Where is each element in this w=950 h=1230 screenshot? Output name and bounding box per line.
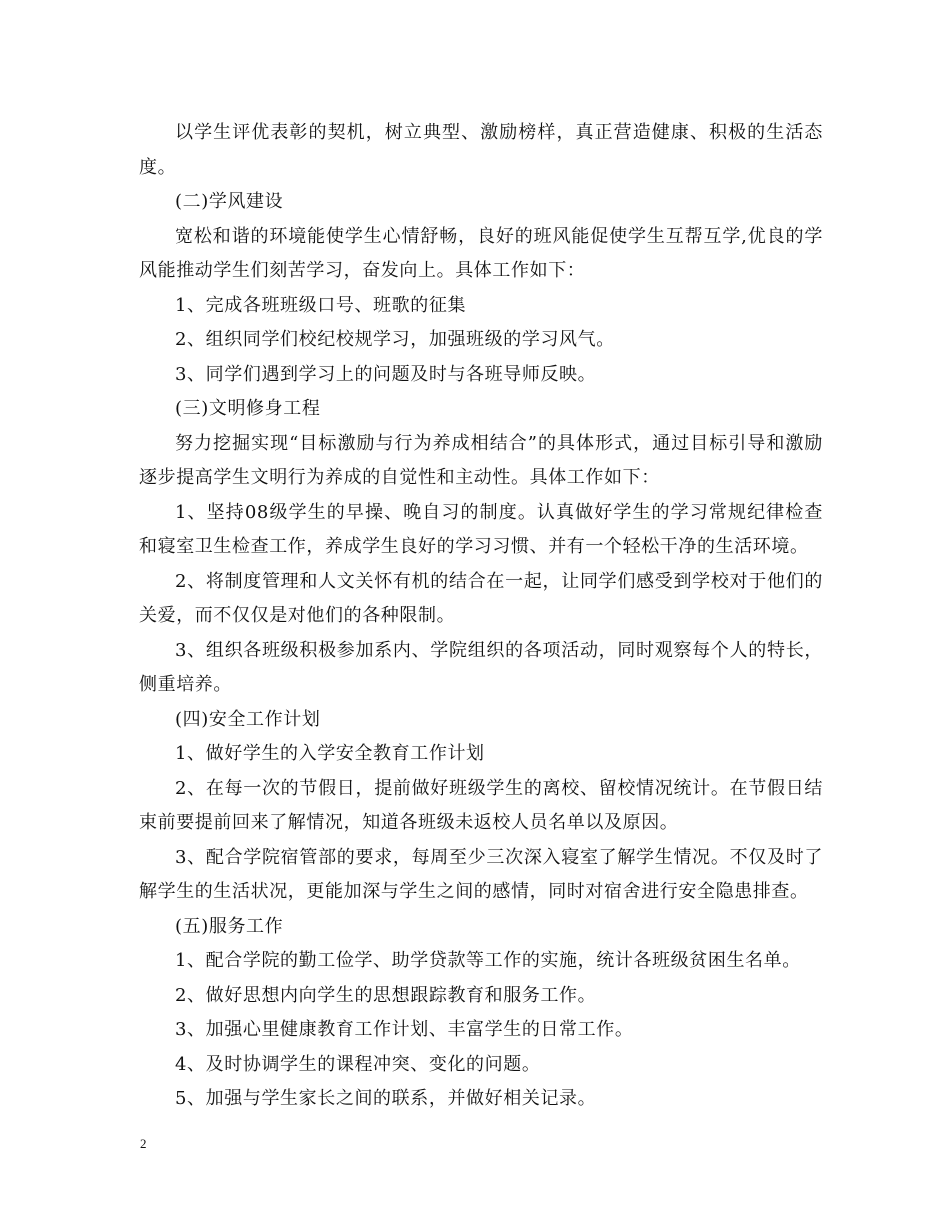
section-heading-service: (五)服务工作	[175, 915, 284, 937]
list-item: 3、同学们遇到学习上的问题及时与各班导师反映。	[175, 363, 597, 385]
paragraph-continuation: 以学生评优表彰的契机，树立典型、激励榜样，真正营造健康、积极的生活态度。	[139, 122, 823, 178]
section-heading-civility: (三)文明修身工程	[175, 398, 321, 419]
document-body	[139, 116, 823, 1117]
list-item: 2、做好思想内向学生的思想跟踪教育和服务工作。	[175, 984, 597, 1006]
list-item: 1、做好学生的入学安全教育工作计划	[175, 743, 485, 764]
list-item: 1、坚持08级学生的早操、晚自习的制度。认真做好学生的学习常规纪律检查和寝室卫生检查工作，养成学生良好的学习习惯、并有一个轻松干净的生活环境。	[139, 501, 823, 557]
list-item: 2、将制度管理和人文关怀有机的结合在一起，让同学们感受到学校对于他们的关爱，而不仅仅是对他们的各种限制。	[139, 570, 823, 626]
page-number: 2	[140, 1136, 147, 1151]
list-item: 1、完成各班班级口号、班歌的征集	[175, 294, 467, 316]
paragraph: 努力挖掘实现“目标激励与行为养成相结合”的具体形式，通过目标引导和激励逐步提高学生文明行为养成的自觉性和主动性。具体工作如下：	[139, 432, 823, 488]
list-item: 3、加强心里健康教育工作计划、丰富学生的日常工作。	[175, 1019, 634, 1040]
list-item: 3、配合学院宿管部的要求，每周至少三次深入寝室了解学生情况。不仅及时了解学生的生活状况，更能加深与学生之间的感情，同时对宿舍进行安全隐患排查。	[139, 846, 823, 902]
list-item: 4、及时协调学生的课程冲突、变化的问题。	[175, 1053, 541, 1075]
section-heading-safety: (四)安全工作计划	[175, 708, 321, 730]
section-heading-study-style: (二)学风建设	[175, 191, 284, 212]
list-item: 5、加强与学生家长之间的联系，并做好相关记录。	[175, 1088, 597, 1109]
list-item: 3、组织各班级积极参加系内、学院组织的各项活动，同时观察每个人的特长，侧重培养。	[139, 639, 823, 695]
list-item: 2、在每一次的节假日，提前做好班级学生的离校、留校情况统计。在节假日结束前要提前回来了解情况，知道各班级未返校人员名单以及原因。	[139, 777, 823, 833]
paragraph: 宽松和谐的环境能使学生心情舒畅，良好的班风能促使学生互帮互学,优良的学风能推动学生们刻苦学习，奋发向上。具体工作如下：	[139, 225, 823, 281]
list-item: 2、组织同学们校纪校规学习，加强班级的学习风气。	[175, 329, 615, 350]
list-item: 1、配合学院的勤工俭学、助学贷款等工作的实施，统计各班级贫困生名单。	[175, 950, 801, 971]
